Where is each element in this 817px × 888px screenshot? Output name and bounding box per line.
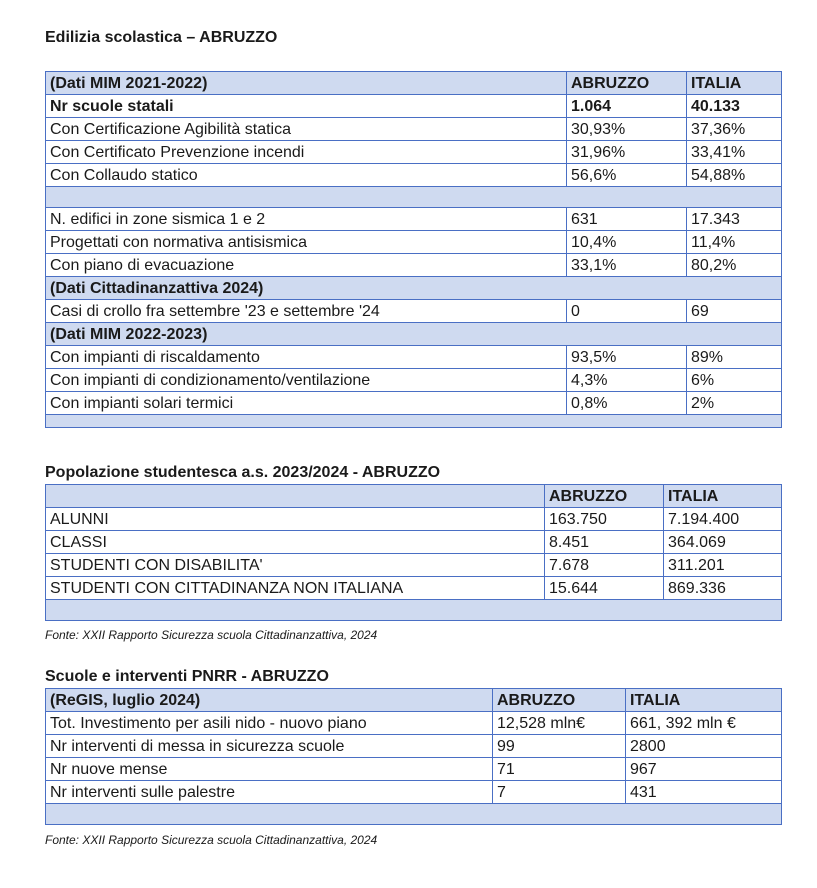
row-label: Nr interventi sulle palestre <box>46 781 493 804</box>
row-label: Nr scuole statali <box>46 95 567 118</box>
row-label: Nr nuove mense <box>46 758 493 781</box>
row-value: 7.194.400 <box>664 508 782 531</box>
section-title-popolazione: Popolazione studentesca a.s. 2023/2024 - ABRUZZO <box>45 464 441 481</box>
subheader-cell: (Dati Cittadinanzattiva 2024) <box>46 277 782 300</box>
row-label: N. edifici in zone sismica 1 e 2 <box>46 208 567 231</box>
row-value: 2800 <box>626 735 782 758</box>
row-label: Con impianti di riscaldamento <box>46 346 567 369</box>
table-subheader-row <box>46 277 782 300</box>
row-value: 163.750 <box>545 508 664 531</box>
row-value: 31,96% <box>567 141 687 164</box>
header-cell: ITALIA <box>626 689 782 712</box>
row-value: 17.343 <box>687 208 782 231</box>
table-row <box>46 369 782 392</box>
row-value: 10,4% <box>567 231 687 254</box>
row-value: 661, 392 mln € <box>626 712 782 735</box>
table-row <box>46 95 782 118</box>
row-value: 93,5% <box>567 346 687 369</box>
header-cell: ABRUZZO <box>567 72 687 95</box>
row-value: 56,6% <box>567 164 687 187</box>
row-value: 8.451 <box>545 531 664 554</box>
row-label: Casi di crollo fra settembre '23 e settembre '24 <box>46 300 567 323</box>
table-header-row <box>46 72 782 95</box>
table-row <box>46 758 782 781</box>
row-value: 1.064 <box>567 95 687 118</box>
row-value: 7 <box>493 781 626 804</box>
row-label: Con Certificazione Agibilità statica <box>46 118 567 141</box>
table-row <box>46 300 782 323</box>
row-value: 37,36% <box>687 118 782 141</box>
spacer-cell <box>46 804 782 825</box>
row-label: Con impianti di condizionamento/ventilazione <box>46 369 567 392</box>
table-spacer-row <box>46 804 782 825</box>
row-value: 33,1% <box>567 254 687 277</box>
row-label: ALUNNI <box>46 508 545 531</box>
row-value: 631 <box>567 208 687 231</box>
row-value: 33,41% <box>687 141 782 164</box>
row-label: Progettati con normativa antisismica <box>46 231 567 254</box>
table-edilizia <box>45 71 782 428</box>
table-row <box>46 164 782 187</box>
table-row <box>46 392 782 415</box>
row-label: STUDENTI CON CITTADINANZA NON ITALIANA <box>46 577 545 600</box>
header-cell: (ReGIS, luglio 2024) <box>46 689 493 712</box>
header-cell: (Dati MIM 2021-2022) <box>46 72 567 95</box>
table-row <box>46 735 782 758</box>
row-label: CLASSI <box>46 531 545 554</box>
row-value: 2% <box>687 392 782 415</box>
table-popolazione <box>45 484 782 621</box>
row-value: 6% <box>687 369 782 392</box>
table-header-row <box>46 485 782 508</box>
row-value: 99 <box>493 735 626 758</box>
row-value: 15.644 <box>545 577 664 600</box>
row-value: 69 <box>687 300 782 323</box>
row-value: 967 <box>626 758 782 781</box>
table-row <box>46 118 782 141</box>
row-value: 80,2% <box>687 254 782 277</box>
row-value: 40.133 <box>687 95 782 118</box>
spacer-cell <box>46 415 782 428</box>
row-value: 0,8% <box>567 392 687 415</box>
row-value: 11,4% <box>687 231 782 254</box>
table-row <box>46 141 782 164</box>
header-cell: ITALIA <box>664 485 782 508</box>
table-pnrr <box>45 688 782 825</box>
row-value: 431 <box>626 781 782 804</box>
row-value: 4,3% <box>567 369 687 392</box>
table-header-row <box>46 689 782 712</box>
row-value: 869.336 <box>664 577 782 600</box>
table-row <box>46 231 782 254</box>
row-label: Nr interventi di messa in sicurezza scuole <box>46 735 493 758</box>
section-title-pnrr: Scuole e interventi PNRR - ABRUZZO <box>45 668 329 685</box>
table-row <box>46 554 782 577</box>
header-cell: ITALIA <box>687 72 782 95</box>
row-label: Con piano di evacuazione <box>46 254 567 277</box>
row-label: Tot. Investimento per asili nido - nuovo piano <box>46 712 493 735</box>
table-row <box>46 781 782 804</box>
table-row <box>46 712 782 735</box>
row-value: 54,88% <box>687 164 782 187</box>
row-value: 30,93% <box>567 118 687 141</box>
table-row <box>46 531 782 554</box>
table-spacer-row <box>46 415 782 428</box>
subheader-cell: (Dati MIM 2022-2023) <box>46 323 782 346</box>
table-subheader-row <box>46 323 782 346</box>
row-value: 311.201 <box>664 554 782 577</box>
section-title-edilizia: Edilizia scolastica – ABRUZZO <box>45 29 278 46</box>
header-cell: ABRUZZO <box>545 485 664 508</box>
row-label: Con impianti solari termici <box>46 392 567 415</box>
row-label: Con Collaudo statico <box>46 164 567 187</box>
source-note: Fonte: XXII Rapporto Sicurezza scuola Cittadinanzattiva, 2024 <box>45 628 378 642</box>
table-row <box>46 208 782 231</box>
spacer-cell <box>46 187 782 208</box>
header-cell: ABRUZZO <box>493 689 626 712</box>
table-row <box>46 346 782 369</box>
spacer-cell <box>46 600 782 621</box>
row-value: 0 <box>567 300 687 323</box>
table-row <box>46 254 782 277</box>
header-cell <box>46 485 545 508</box>
row-value: 71 <box>493 758 626 781</box>
table-row <box>46 577 782 600</box>
row-value: 12,528 mln€ <box>493 712 626 735</box>
table-spacer-row <box>46 600 782 621</box>
row-value: 364.069 <box>664 531 782 554</box>
table-spacer-row <box>46 187 782 208</box>
row-value: 89% <box>687 346 782 369</box>
row-value: 7.678 <box>545 554 664 577</box>
row-label: Con Certificato Prevenzione incendi <box>46 141 567 164</box>
table-row <box>46 508 782 531</box>
row-label: STUDENTI CON DISABILITA' <box>46 554 545 577</box>
source-note: Fonte: XXII Rapporto Sicurezza scuola Cittadinanzattiva, 2024 <box>45 833 378 847</box>
